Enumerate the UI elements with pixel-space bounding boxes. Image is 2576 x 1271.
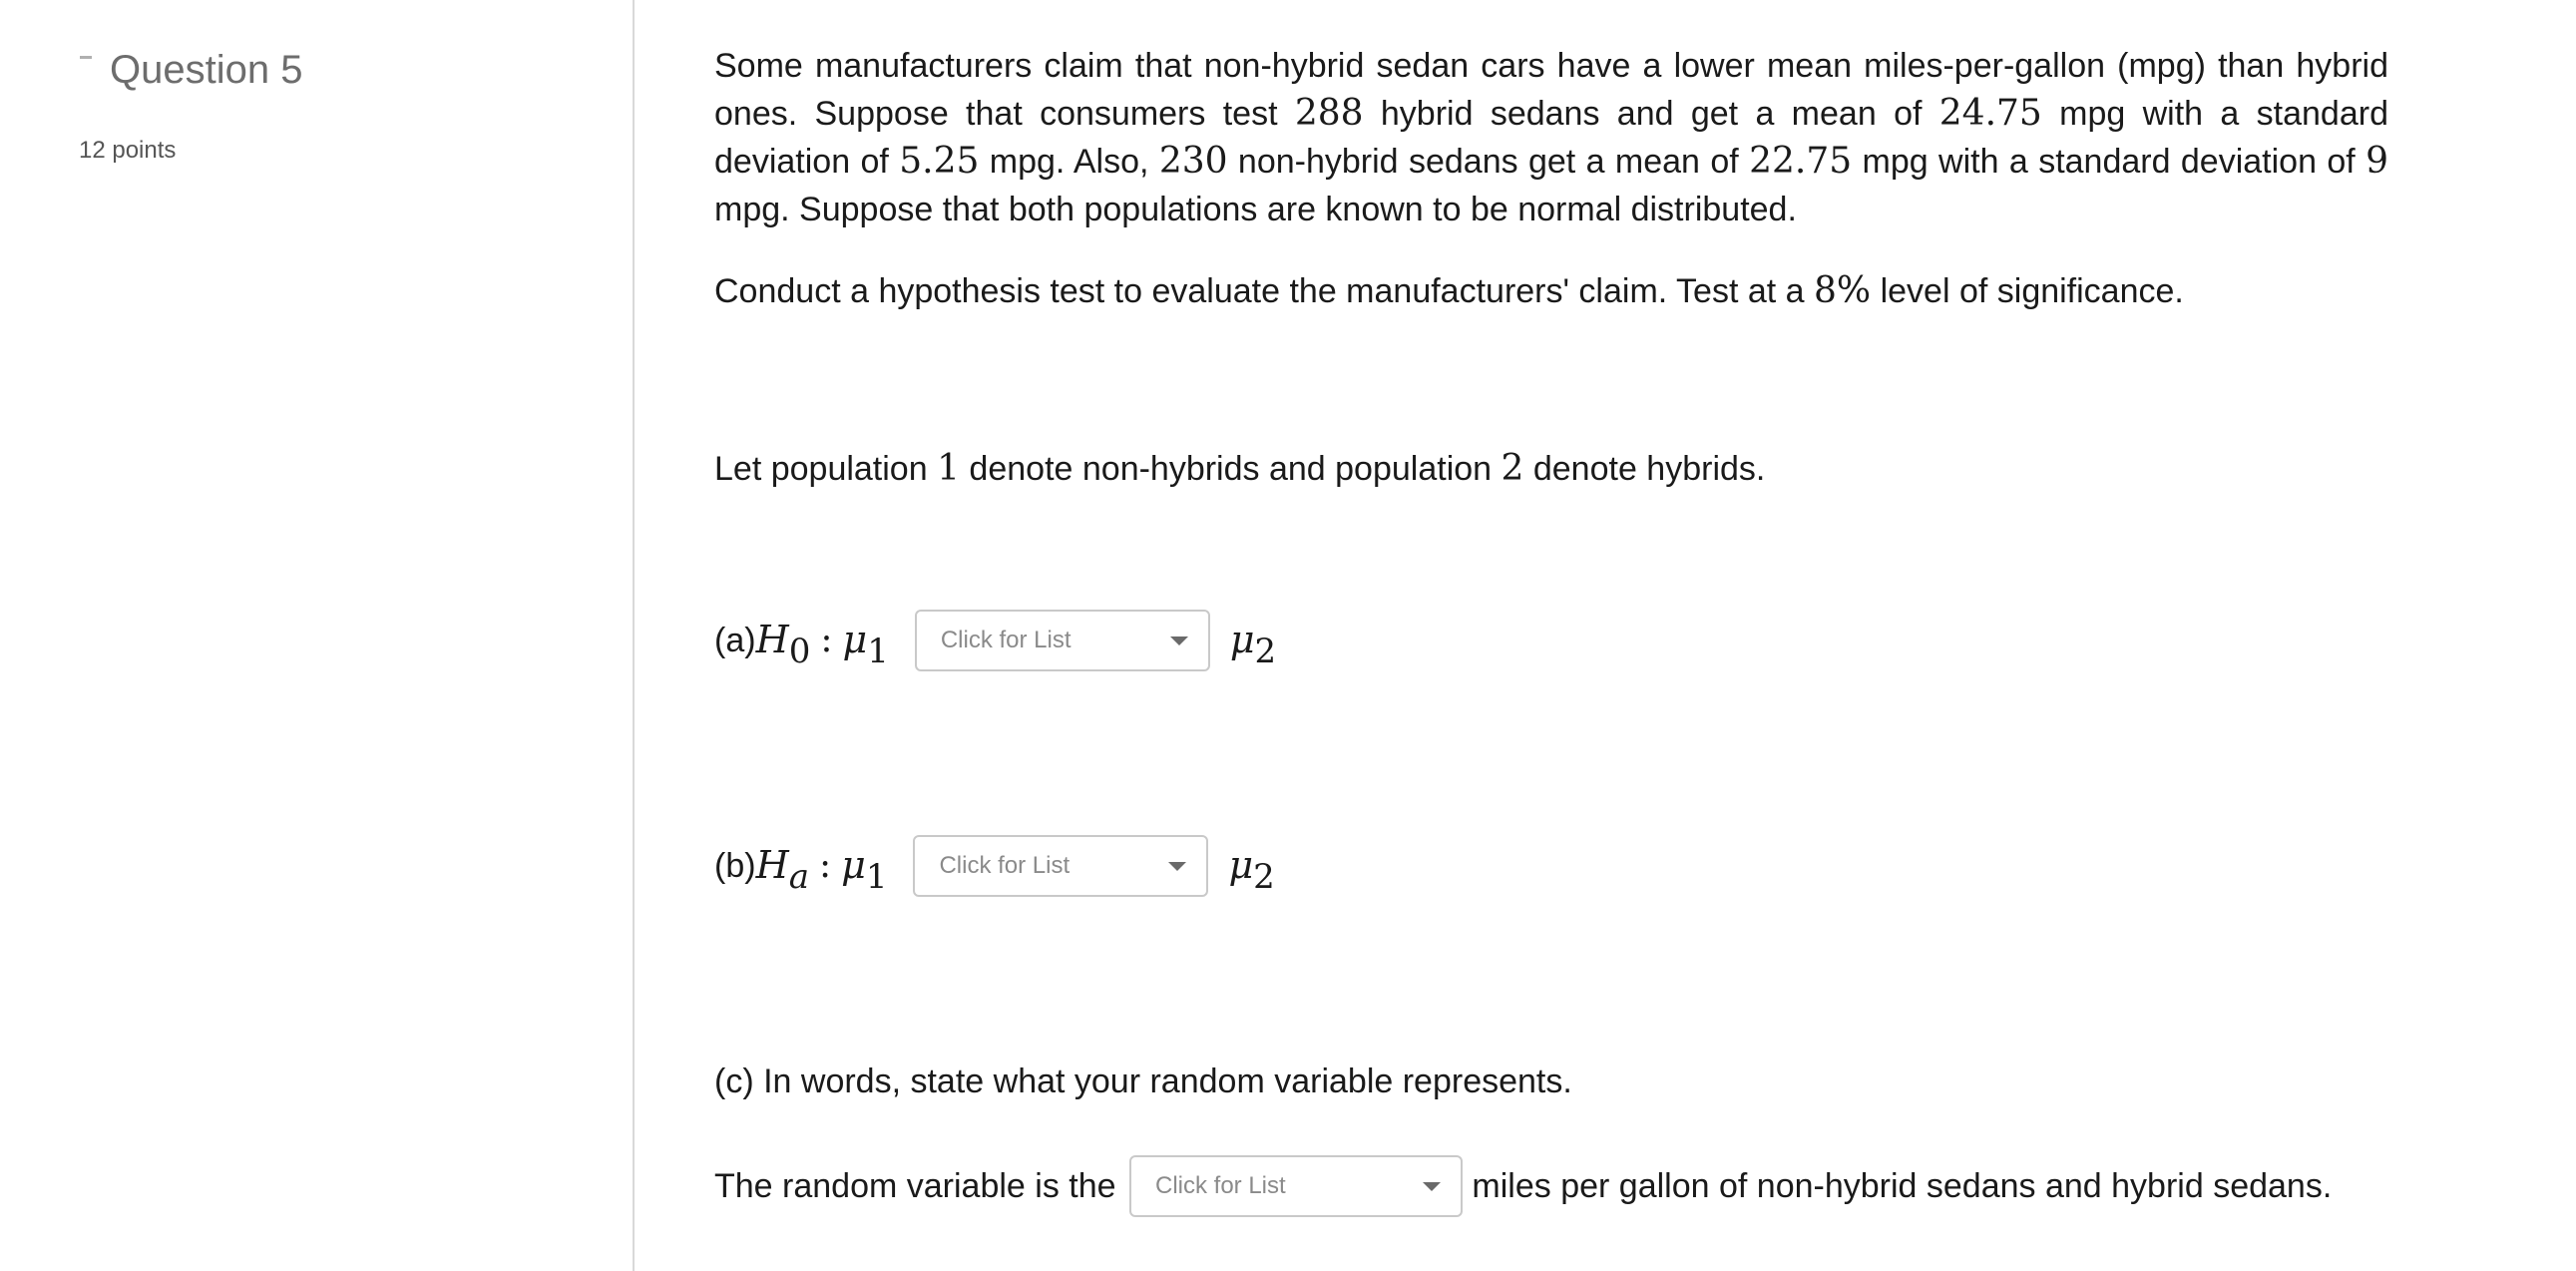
part-a-label: (a) [714,622,756,659]
chevron-down-icon [1423,1182,1441,1191]
test-instruction: Conduct a hypothesis test to evaluate the manufacturers' claim. Test at a 8% level of significance. [714,270,2184,311]
part-b-label: (b) [714,847,756,885]
chevron-down-icon [1168,862,1186,871]
part-a-row: (a) H0 : μ1 Click for List μ2 [714,610,1276,671]
mu1-symbol: μ1 [841,843,888,897]
population-definition: Let population 1 denote non-hybrids and population 2 denote hybrids. [714,448,1766,489]
part-c-row [714,1155,2332,1217]
part-b-relation-dropdown[interactable]: Click for List [913,835,1208,897]
mu1-symbol: μ1 [842,618,889,671]
question-points: 12 points [79,137,177,164]
part-b-row: (b) Ha : μ1 Click for List μ2 [714,835,1275,897]
part-c-lead: The random variable is the [714,1167,1125,1205]
question-sidebar [0,0,635,1271]
question-body [714,0,2390,1271]
problem-statement: Some manufacturers claim that non-hybrid sedan cars have a lower mean miles-per-gallon (mpg) than hybrid ones. Suppose that consumers test 288 hybrid sedans and get a mean of 24.75 mpg with a standard deviation of 5.25 mpg. Also, 230 non-hybrid sedans get a mean of 22.75 mpg with a standard deviation of 9 mpg. Suppose that both populations are known to be normal distributed. [714,47,2389,228]
null-hypothesis-symbol: H0 [755,618,811,671]
part-a-relation-dropdown[interactable]: Click for List [915,610,1210,671]
alternative-hypothesis-symbol: Ha [755,843,809,897]
mu2-symbol: μ2 [1229,618,1277,671]
minus-icon[interactable] [80,46,92,66]
mu2-symbol: μ2 [1228,843,1275,897]
part-c-random-variable-dropdown[interactable]: Click for List [1129,1155,1463,1217]
question-title: Question 5 [110,48,303,92]
part-c-tail: miles per gallon of non-hybrid sedans and hybrid sedans. [1462,1167,2333,1205]
chevron-down-icon [1170,636,1188,645]
part-c-prompt: (c) In words, state what your random variable represents. [714,1062,1572,1100]
